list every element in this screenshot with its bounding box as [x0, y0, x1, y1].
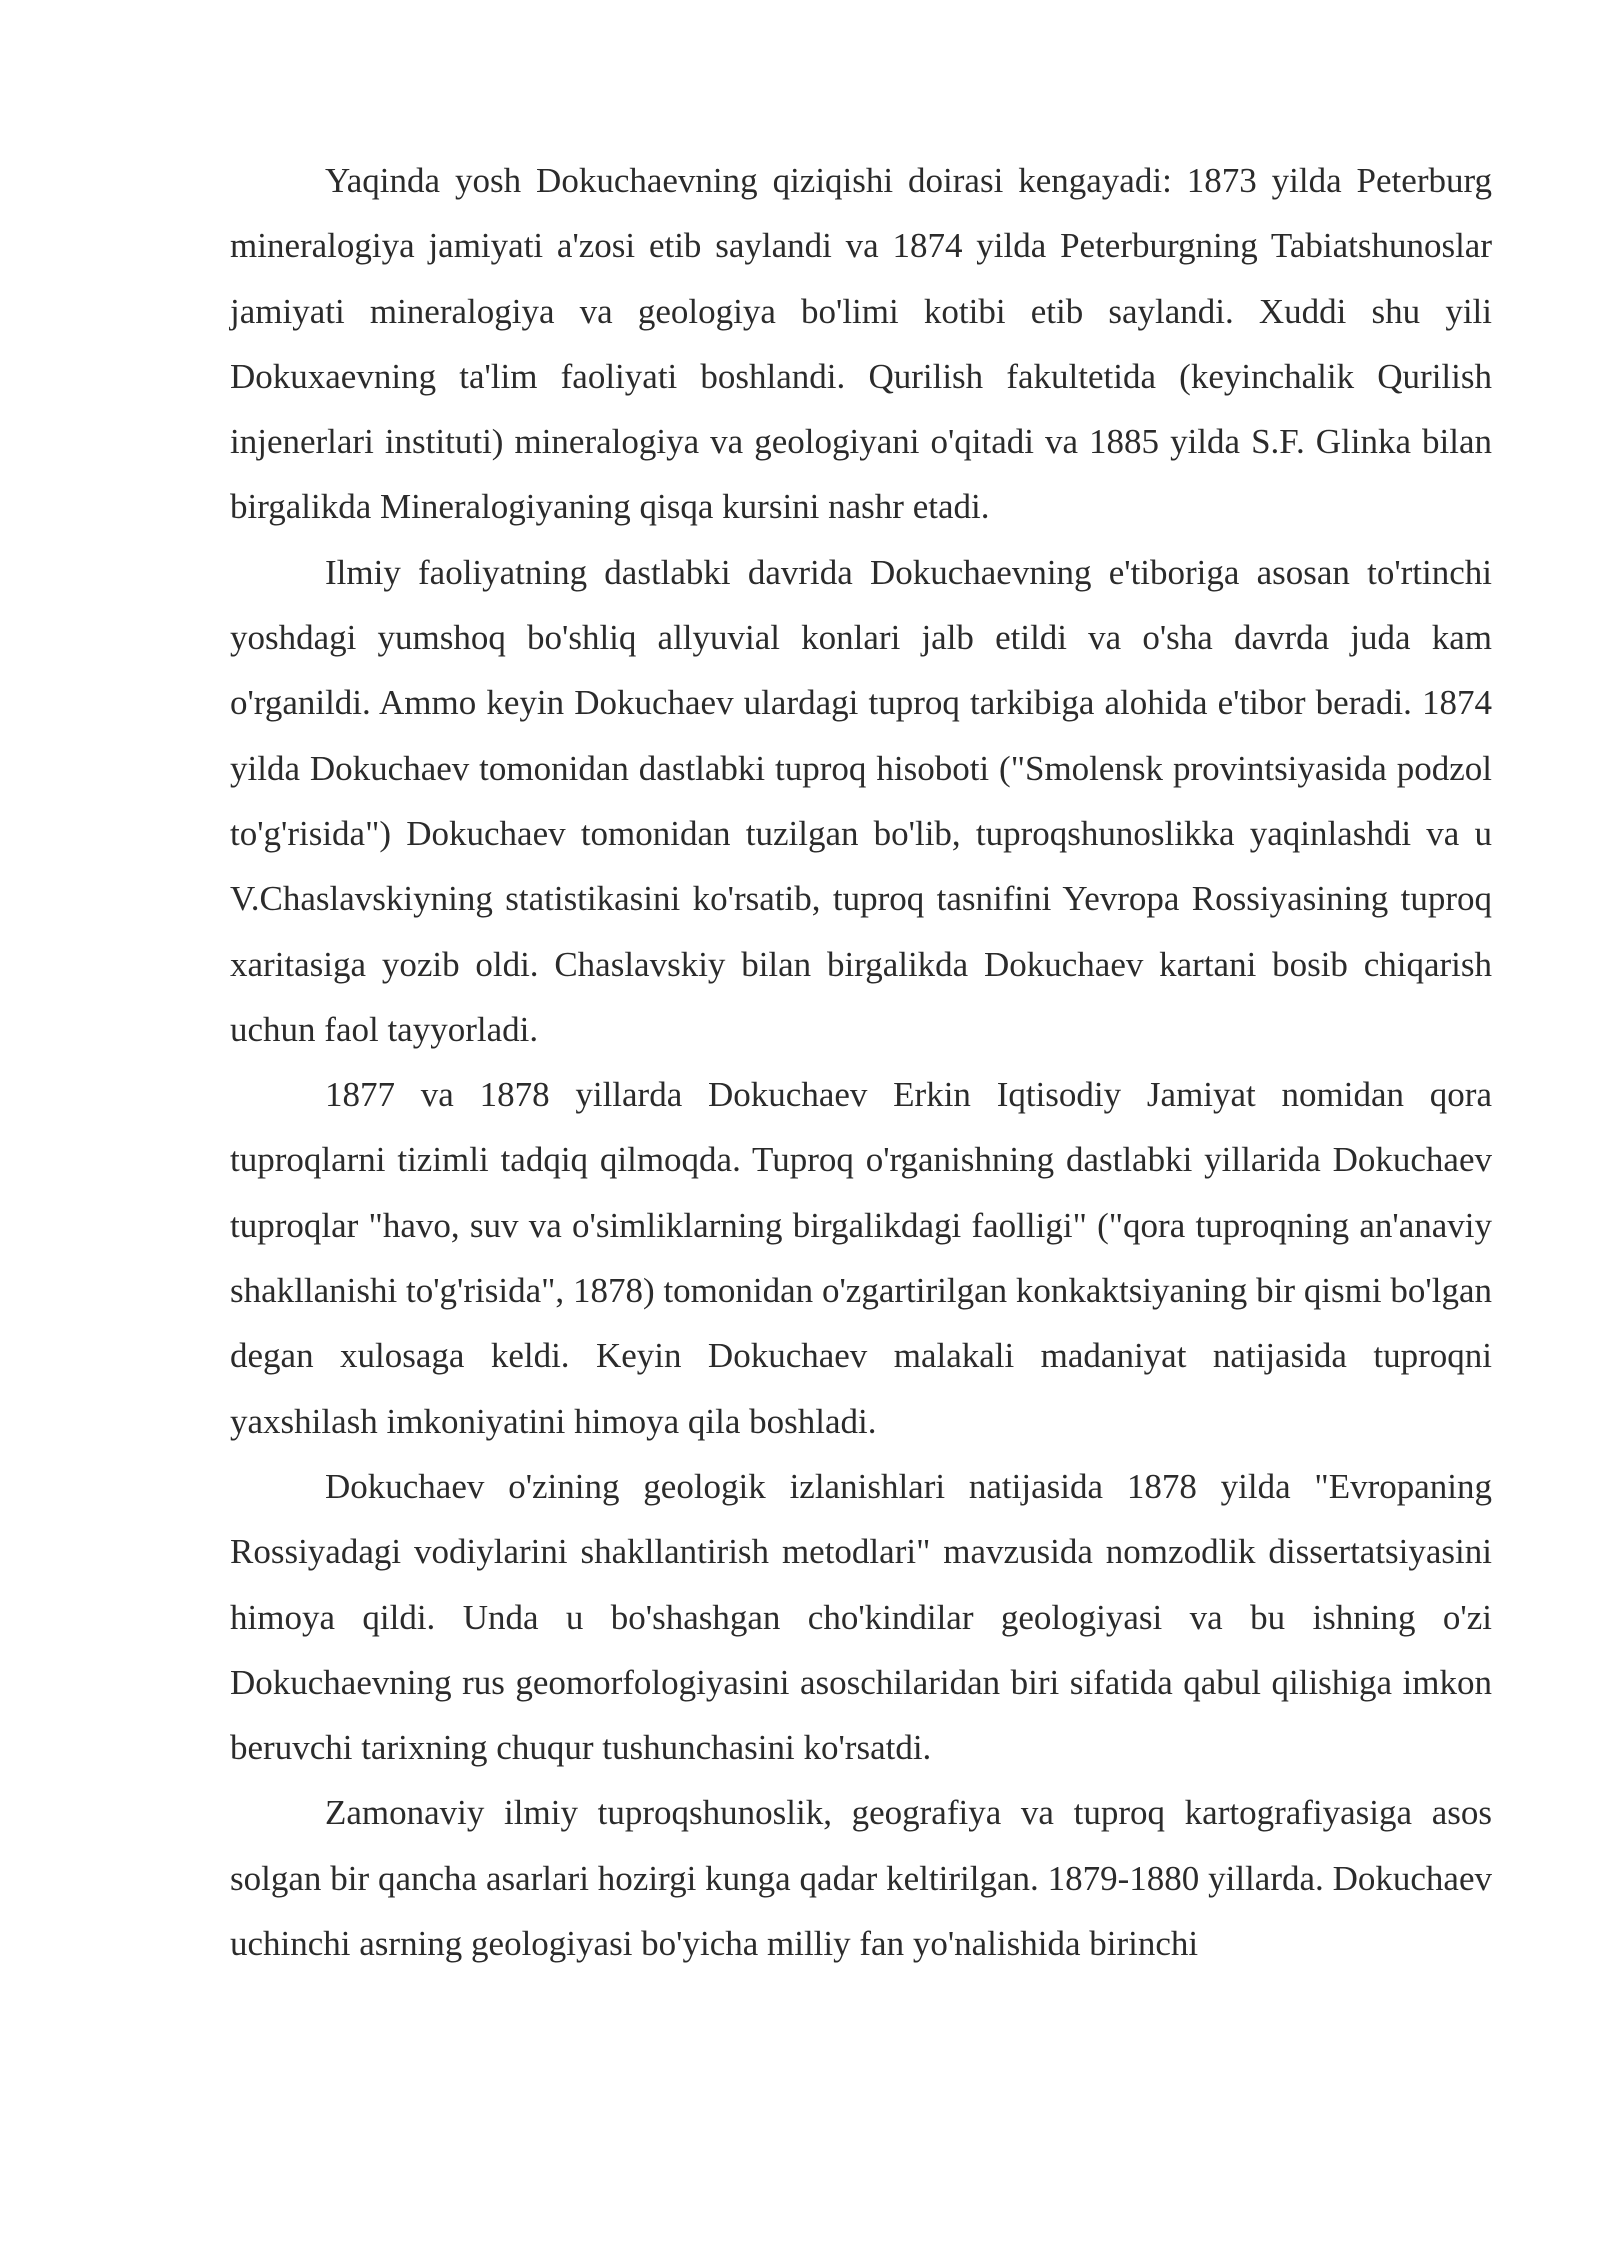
paragraph-5: Zamonaviy ilmiy tuproqshunoslik, geografiya va tuproq kartografiyasiga asos solgan bir qancha asarlari hozirgi kunga qadar keltirilgan. 1879-1880 yillarda. Dokuchaev uchinchi asrning geologiyasi bo'yicha milliy fan yo'nalishida birinchi — [230, 1793, 1492, 1964]
paragraph-4: Dokuchaev o'zining geologik izlanishlari natijasida 1878 yilda "Evropaning Rossiyadagi vodiylarini shakllantirish metodlari" mavzusida nomzodlik dissertatsiyasini himoya qildi. Unda u bo'shashgan cho'kindilar geologiyasi va bu ishning o'zi Dokuchaevning rus geomorfologiyasini asoschilaridan biri sifatida qabul qilishiga imkon beruvchi tarixning chuqur tushunchasini ko'rsatdi. — [230, 1466, 1492, 1768]
paragraph-1: Yaqinda yosh Dokuchaevning qiziqishi doirasi kengayadi: 1873 yilda Peterburg mineralogiya jamiyati a'zosi etib saylandi va 1874 yilda Peterburgning Tabiatshunoslar jamiyati mineralogiya va geologiya bo'limi kotibi etib saylandi. Xuddi shu yili Dokuxaevning ta'lim faoliyati boshlandi. Qurilish fakultetida (keyinchalik Qurilish injenerlari instituti) mineralogiya va geologiyani o'qitadi va 1885 yilda S.F. Glinka bilan birgalikda Mineralogiyaning qisqa kursini nashr etadi. — [230, 161, 1492, 527]
paragraph-3: 1877 va 1878 yillarda Dokuchaev Erkin Iqtisodiy Jamiyat nomidan qora tuproqlarni tizimli tadqiq qilmoqda. Tuproq o'rganishning dastlabki yillarida Dokuchaev tuproqlar "havo, suv va o'simliklarning birgalikdagi faolligi" ("qora tuproqning an'anaviy shakllanishi to'g'risida", 1878) tomonidan o'zgartirilgan konkaktsiyaning bir qismi bo'lgan degan xulosaga keldi. Keyin Dokuchaev malakali madaniyat natijasida tuproqni yaxshilash imkoniyatini himoya qila boshladi. — [230, 1075, 1492, 1441]
paragraph-2: Ilmiy faoliyatning dastlabki davrida Dokuchaevning e'tiboriga asosan to'rtinchi yoshdagi yumshoq bo'shliq allyuvial konlari jalb etildi va o'sha davrda juda kam o'rganildi. Ammo keyin Dokuchaev ulardagi tuproq tarkibiga alohida e'tibor beradi. 1874 yilda Dokuchaev tomonidan dastlabki tuproq hisoboti ("Smolensk provintsiyasida podzol to'g'risida") Dokuchaev tomonidan tuzilgan bo'lib, tuproqshunoslikka yaqinlashdi va u V.Chaslavskiyning statistikasini ko'rsatib, tuproq tasnifini Yevropa Rossiyasining tuproq xaritasiga yozib oldi. Chaslavskiy bilan birgalikda Dokuchaev kartani bosib chiqarish uchun faol tayyorladi. — [230, 552, 1492, 1049]
document-body — [230, 148, 1492, 1976]
